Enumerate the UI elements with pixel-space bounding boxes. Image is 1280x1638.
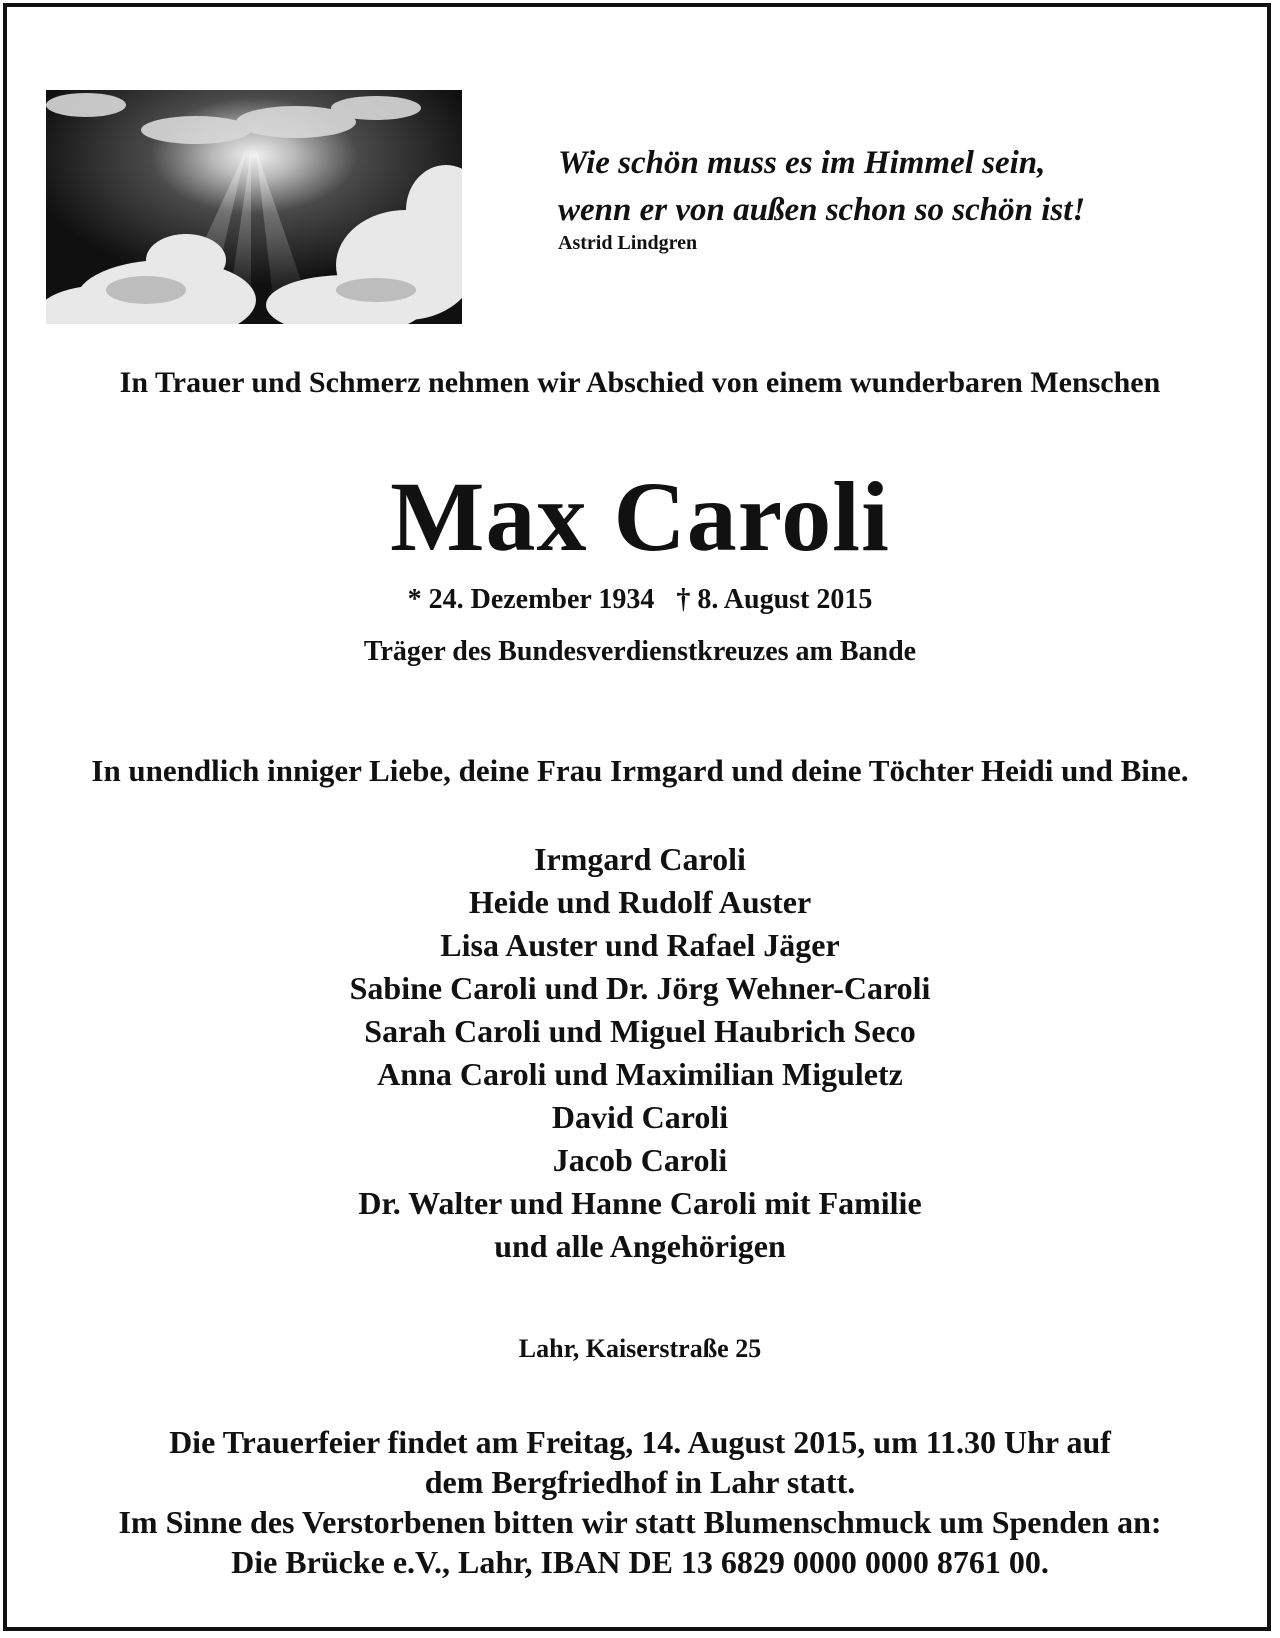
clouds-photo (46, 90, 462, 324)
life-dates (3, 584, 1277, 616)
mourner-name: David Caroli (551, 1099, 729, 1135)
service-info (3, 1422, 1277, 1582)
quote-block (558, 140, 1198, 255)
intro-text: In Trauer und Schmerz nehmen wir Abschied von einem wunderbaren Menschen (119, 366, 1161, 399)
love-line: In unendlich inniger Liebe, deine Frau Irmgard und deine Töchter Heidi und Bine. (91, 753, 1189, 788)
mourner-name: Heide und Rudolf Auster (468, 884, 812, 920)
quote-line-2: wenn er von außen schon so schön ist! (558, 192, 1086, 228)
award-text: Träger des Bundesverdienstkreuzes am Bande (363, 636, 917, 667)
service-line: dem Bergfriedhof in Lahr statt. (424, 1464, 856, 1500)
service-line: Die Trauerfeier findet am Freitag, 14. August 2015, um 11.30 Uhr auf (169, 1424, 1111, 1460)
birth-date: * 24. Dezember 1934 (407, 584, 655, 615)
mourner-name: Sabine Caroli und Dr. Jörg Wehner-Caroli (349, 970, 931, 1006)
mourner-name: und alle Angehörigen (494, 1228, 786, 1264)
mourner-name: Jacob Caroli (552, 1142, 728, 1178)
donation-line: Im Sinne des Verstorbenen bitten wir statt Blumenschmuck um Spenden an: (118, 1504, 1162, 1540)
deceased-name: Max Caroli (390, 461, 890, 572)
mourner-name: Dr. Walter und Hanne Caroli mit Familie (358, 1185, 922, 1221)
quote-author: Astrid Lindgren (558, 232, 698, 254)
mourner-name: Irmgard Caroli (534, 841, 746, 877)
quote-line-1: Wie schön muss es im Himmel sein, (558, 145, 1046, 181)
mourners-list (3, 838, 1277, 1268)
mourner-name: Anna Caroli und Maximilian Miguletz (377, 1056, 903, 1092)
mourner-name: Sarah Caroli und Miguel Haubrich Seco (364, 1013, 916, 1049)
address: Lahr, Kaiserstraße 25 (518, 1334, 762, 1363)
bank-details: Die Brücke e.V., Lahr, IBAN DE 13 6829 0000 0000 8761 00. (231, 1544, 1049, 1580)
mourner-name: Lisa Auster und Rafael Jäger (440, 927, 840, 963)
death-date: † 8. August 2015 (676, 584, 873, 615)
